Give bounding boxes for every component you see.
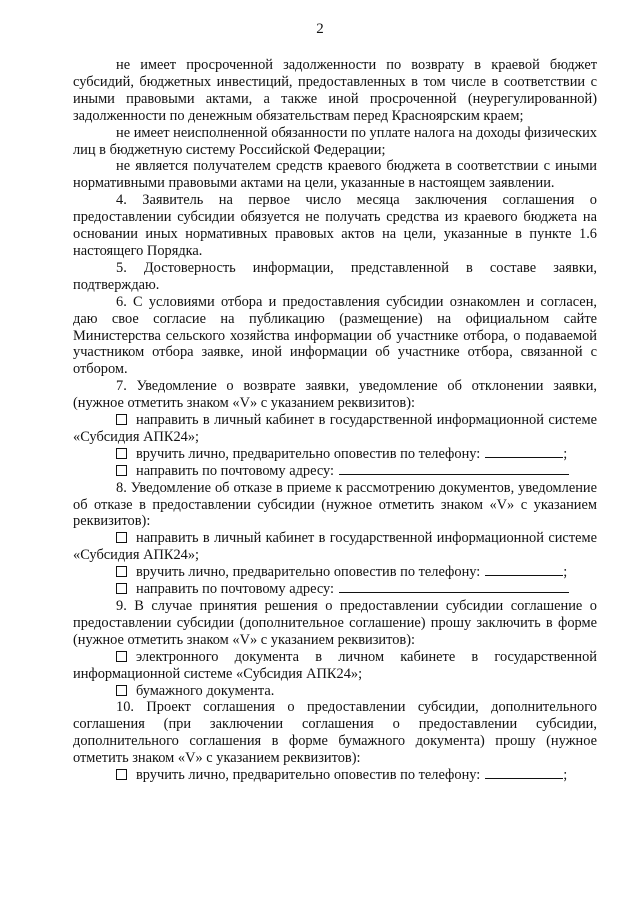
checkbox[interactable]	[116, 769, 127, 780]
option-suffix: ;	[563, 767, 568, 784]
section-7-option-address	[73, 463, 597, 480]
option-label: направить по почтовому адресу:	[136, 581, 335, 598]
phone-blank-field[interactable]	[485, 446, 563, 458]
section-9-option-paper	[73, 683, 597, 700]
option-label: направить в личный кабинет в государственной информационной системе «Субсидия АПК24»;	[73, 412, 597, 445]
option-label: направить по почтовому адресу:	[136, 462, 335, 479]
option-label: бумажного документа.	[136, 682, 275, 699]
phone-blank-field[interactable]	[485, 564, 563, 576]
section-7-heading: 7. Уведомление о возврате заявки, уведомление об отклонении заявки, (нужное отметить знаком «V» с указанием реквизитов):	[73, 378, 597, 412]
checkbox[interactable]	[116, 532, 127, 543]
option-suffix: ;	[563, 564, 568, 581]
checkbox[interactable]	[116, 465, 127, 476]
section-7-option-cabinet	[73, 412, 597, 446]
section-8-option-phone	[73, 564, 597, 581]
option-label: направить в личный кабинет в государственной информационной системе «Субсидия АПК24»;	[73, 530, 597, 564]
checkbox[interactable]	[116, 566, 127, 577]
address-blank-field[interactable]	[339, 581, 569, 593]
paragraph-no-tax-obligation: не имеет неисполненной обязанности по уплате налога на доходы физических лиц в бюджетную систему Российской Федерации;	[73, 124, 597, 158]
page-number: 2	[316, 21, 324, 37]
option-label: электронного документа в личном кабинете в государственной информационной системе «Субсидия АПК24»;	[73, 648, 597, 682]
checkbox[interactable]	[116, 583, 127, 594]
paragraph-item-5: 5. Достоверность информации, представленной в составе заявки, подтверждаю.	[73, 259, 597, 293]
section-8-option-cabinet	[73, 530, 597, 564]
checkbox[interactable]	[116, 685, 127, 696]
checkbox[interactable]	[116, 414, 127, 425]
section-10-heading: 10. Проект соглашения о предоставлении субсидии, дополнительного соглашения (при заключении соглашения о предоставлении субсидии, дополнительного соглашения в форме бумажного документа) прошу (нужное отметить знаком «V» с указанием реквизитов):	[73, 699, 597, 767]
paragraph-item-4: 4. Заявитель на первое число месяца заключения соглашения о предоставлении субсидии обязуется не получать средства из краевого бюджета на основании иных нормативных правовых актов на цели, указанные в пункте 1.6 настоящего Порядка.	[73, 192, 597, 259]
phone-blank-field[interactable]	[485, 767, 563, 779]
paragraph-item-6: 6. С условиями отбора и предоставления субсидии ознакомлен и согласен, даю свое согласие на публикацию (размещение) на официальном сайте Министерства сельского хозяйства информации об участнике отбора, о подаваемой участником отбора заявке, иной информации об участнике отбора, связанной с отбором.	[73, 293, 597, 378]
section-9-option-electronic	[73, 649, 597, 683]
paragraph-no-debt: не имеет просроченной задолженности по возврату в краевой бюджет субсидий, бюджетных инвестиций, предоставленных в том числе в соответствии с иными правовыми актами, а также иной просроченной (неурегулированной) задолженности по денежным обязательствам перед Красноярским краем;	[73, 57, 597, 124]
option-label: вручить лично, предварительно оповестив по телефону:	[136, 564, 481, 581]
section-10-option-phone	[73, 767, 597, 784]
section-8-option-address	[73, 581, 597, 598]
option-label: вручить лично, предварительно оповестив по телефону:	[136, 445, 481, 462]
address-blank-field[interactable]	[339, 463, 569, 475]
checkbox[interactable]	[116, 448, 127, 459]
section-8-heading: 8. Уведомление об отказе в приеме к рассмотрению документов, уведомление об отказе в предоставлении субсидии (нужное отметить знаком «V» с указанием реквизитов):	[73, 479, 597, 530]
option-label: вручить лично, предварительно оповестив по телефону:	[136, 767, 481, 784]
checkbox[interactable]	[116, 651, 127, 662]
paragraph-not-recipient: не является получателем средств краевого бюджета в соответствии с иными нормативными правовыми актами на цели, указанные в настоящем заявлении.	[73, 158, 597, 192]
section-7-option-phone	[73, 446, 597, 463]
document-body	[73, 57, 597, 784]
option-suffix: ;	[563, 445, 568, 462]
section-9-heading: 9. В случае принятия решения о предоставлении субсидии соглашение о предоставлении субсидии (дополнительное соглашение) прошу заключить в форме (нужное отметить знаком «V» с указанием реквизитов):	[73, 598, 597, 648]
